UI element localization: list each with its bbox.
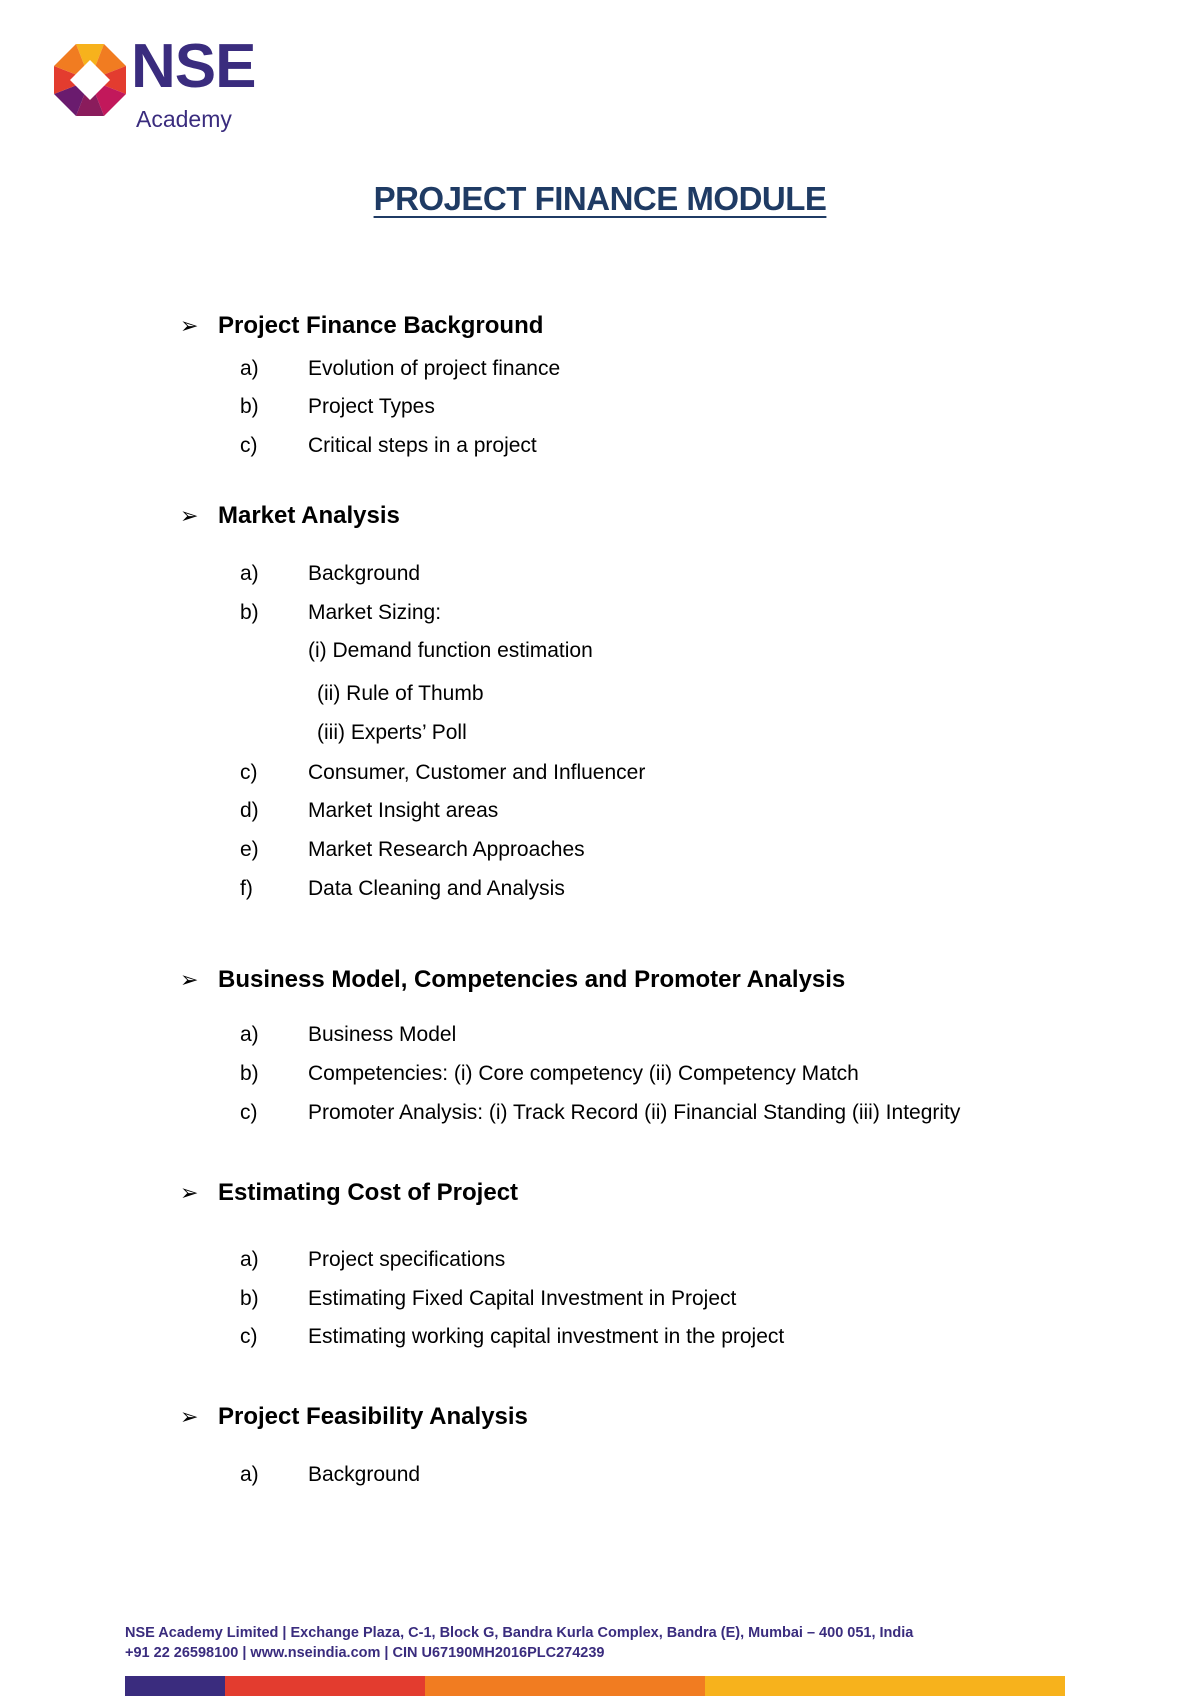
section-heading-text: Estimating Cost of Project	[218, 1179, 519, 1206]
list-item-text: Background	[308, 562, 421, 585]
list-item-text: Estimating Fixed Capital Investment in Project	[308, 1287, 737, 1310]
section-heading-feasibility	[180, 1405, 528, 1429]
list-marker: a)	[240, 1463, 259, 1486]
list-marker: d)	[240, 799, 259, 822]
list-item-text: Market Insight areas	[308, 799, 499, 822]
list-marker: c)	[240, 434, 258, 457]
list-item-text: Consumer, Customer and Influencer	[308, 761, 646, 784]
list-item-text: Business Model	[308, 1023, 457, 1046]
nse-academy-logo	[52, 32, 282, 138]
logo-subtitle: Academy	[136, 106, 232, 132]
section-heading-business-model	[180, 968, 845, 992]
list-item-text: Market Sizing:	[308, 601, 442, 624]
nse-logo-mark-icon	[52, 42, 128, 118]
section-heading-text: Project Finance Background	[218, 312, 544, 339]
logo-wordmark: NSE	[131, 32, 256, 101]
footer-bar-segment	[225, 1676, 425, 1696]
section-heading-project-finance-background	[180, 314, 543, 338]
list-marker: a)	[240, 562, 259, 585]
list-item-text: Background	[308, 1463, 421, 1486]
footer-contact: +91 22 26598100 | www.nseindia.com | CIN U67190MH2016PLC274239	[125, 1645, 605, 1661]
list-item-text: Competencies: (i) Core competency (ii) Competency Match	[308, 1062, 859, 1085]
footer-address: NSE Academy Limited | Exchange Plaza, C-1, Block G, Bandra Kurla Complex, Bandra (E), Mumbai – 400 051, India	[125, 1625, 914, 1641]
arrow-bullet-icon: ➢	[180, 313, 199, 338]
section-heading-estimating-cost	[180, 1181, 518, 1205]
list-marker: b)	[240, 601, 259, 624]
section-heading-market-analysis	[180, 504, 400, 528]
list-marker: a)	[240, 1023, 259, 1046]
list-marker: f)	[240, 877, 253, 900]
footer-color-bar	[125, 1676, 1065, 1696]
list-marker: a)	[240, 357, 259, 380]
footer-bar-segment	[705, 1676, 1065, 1696]
list-marker: c)	[240, 1325, 258, 1348]
list-item-text: Promoter Analysis: (i) Track Record (ii) Financial Standing (iii) Integrity	[308, 1101, 961, 1124]
section-heading-text: Market Analysis	[218, 502, 400, 529]
sub-item: (ii) Rule of Thumb	[317, 682, 484, 705]
list-marker: b)	[240, 1062, 259, 1085]
list-item-text: Market Research Approaches	[308, 838, 585, 861]
arrow-bullet-icon: ➢	[180, 1404, 199, 1429]
arrow-bullet-icon: ➢	[180, 503, 199, 528]
list-item-text: Evolution of project finance	[308, 357, 561, 380]
list-item-text: Data Cleaning and Analysis	[308, 877, 565, 900]
list-marker: b)	[240, 1287, 259, 1310]
list-item-text: Project Types	[308, 395, 435, 418]
list-item-text: Project specifications	[308, 1248, 506, 1271]
list-marker: c)	[240, 1101, 258, 1124]
arrow-bullet-icon: ➢	[180, 1180, 199, 1205]
sub-item: (iii) Experts’ Poll	[317, 721, 467, 744]
section-heading-text: Business Model, Competencies and Promoter Analysis	[218, 966, 846, 993]
page-title	[0, 182, 1200, 215]
list-item-text: Critical steps in a project	[308, 434, 537, 457]
list-marker: b)	[240, 395, 259, 418]
arrow-bullet-icon: ➢	[180, 967, 199, 992]
footer-bar-segment	[425, 1676, 705, 1696]
section-heading-text: Project Feasibility Analysis	[218, 1403, 528, 1430]
list-marker: c)	[240, 761, 258, 784]
sub-item: (i) Demand function estimation	[308, 639, 593, 662]
list-marker: e)	[240, 838, 259, 861]
page-title-text: PROJECT FINANCE MODULE	[373, 180, 827, 217]
list-marker: a)	[240, 1248, 259, 1271]
list-item-text: Estimating working capital investment in the project	[308, 1325, 785, 1348]
footer-bar-segment	[125, 1676, 225, 1696]
